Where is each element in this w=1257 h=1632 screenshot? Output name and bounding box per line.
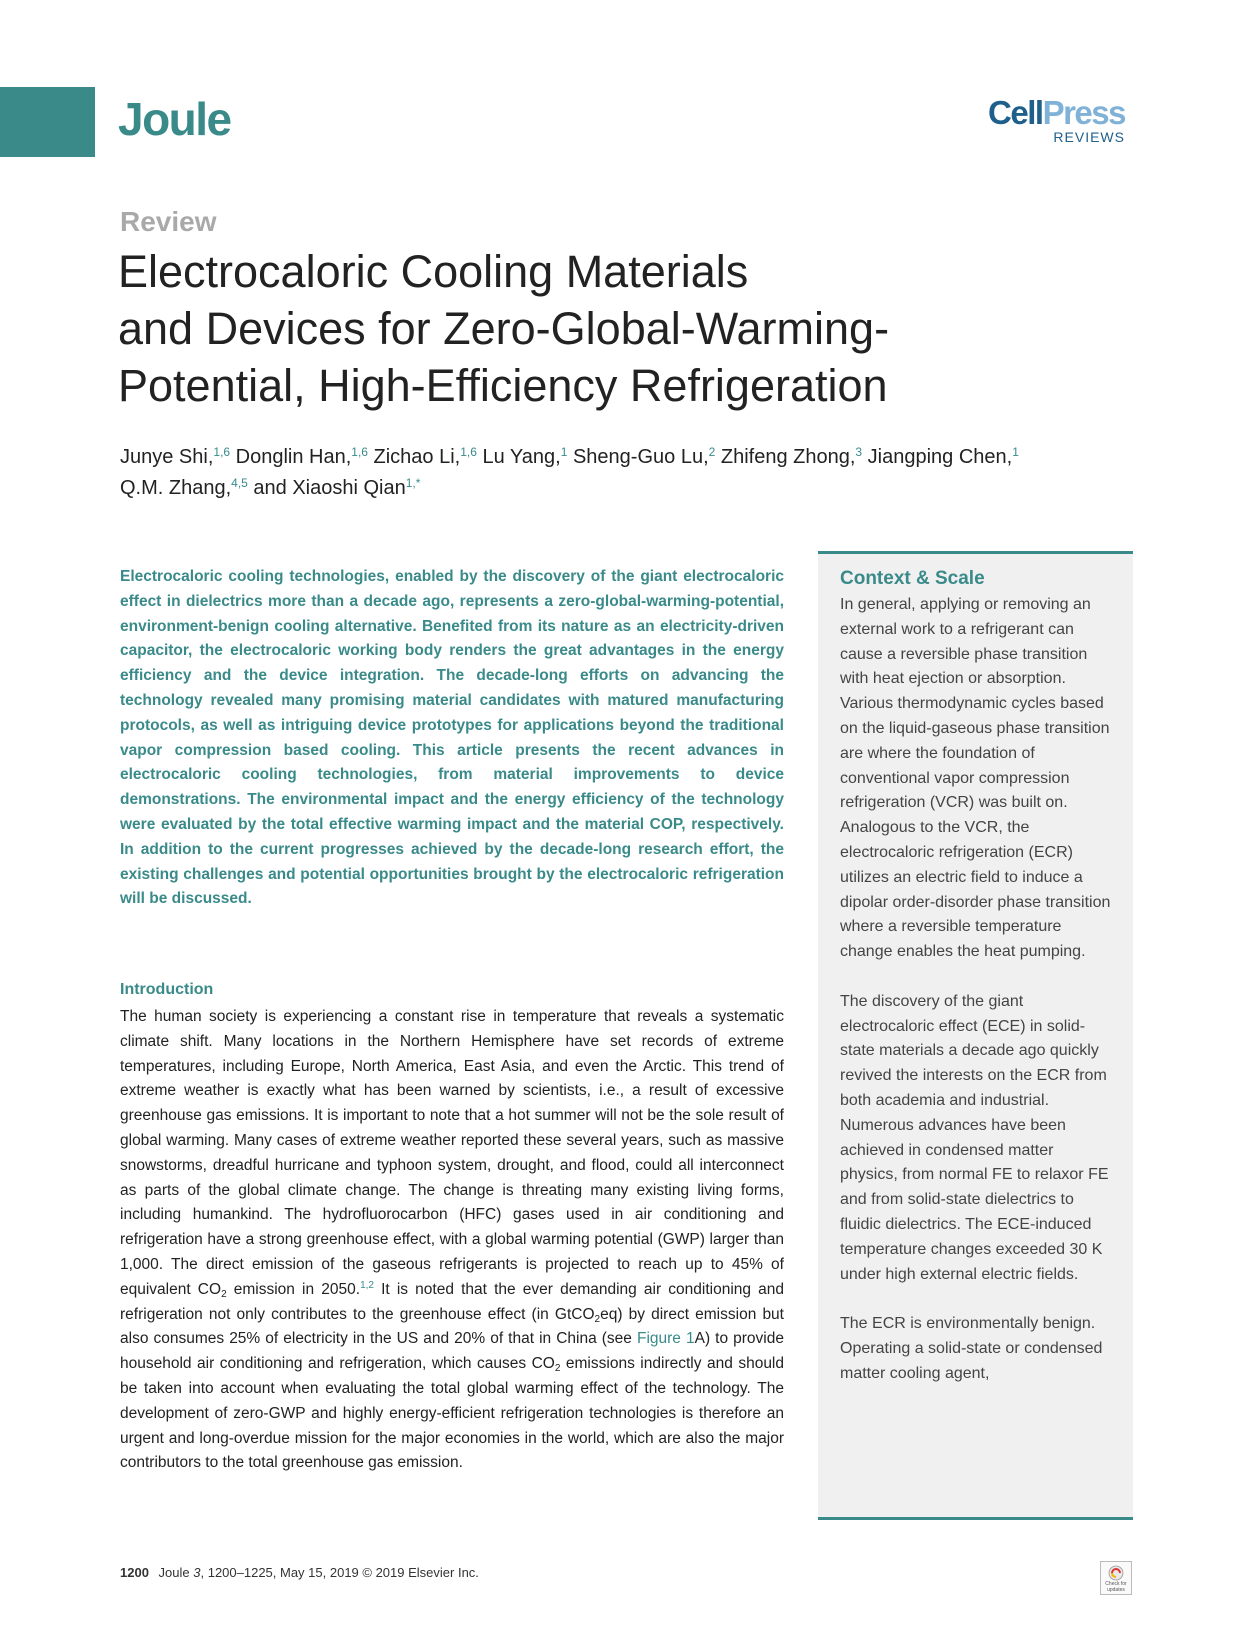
- article-type: Review: [120, 206, 217, 237]
- title-line: Potential, High-Efficiency Refrigeration: [118, 360, 888, 411]
- author-name[interactable]: Donglin Han,: [235, 446, 352, 468]
- footer-citation: , 1200–1225, May 15, 2019 © 2019 Elsevier Inc.: [200, 1565, 479, 1580]
- author-name[interactable]: Junye Shi,: [120, 446, 214, 468]
- author-name[interactable]: and Xiaoshi Qian: [253, 477, 406, 499]
- subscript: 2: [594, 1313, 601, 1325]
- introduction-body: [120, 1005, 784, 1476]
- affiliation-ref[interactable]: 1: [1012, 445, 1019, 459]
- intro-text: The human society is experiencing a constant rise in temperature that reveals a systematic climate shift. Many locations in the Northern Hemisphere have set records of extreme temperatures, including Europe, North America, East Asia, and even the Arctic. This trend of extreme weather is exactly what has been warned by scientists, i.e., a result of excessive greenhouse gas emissions. It is important to note that a hot summer will not be the sole result of global warming. Many cases of extreme weather reported these several years, such as massive snowstorms, dreadful hurricane and typhoon system, drought, and flood, could all interconnect as parts of the global climate change. The change is threating many existing living forms, including humankind. The hydrofluorocarbon (HFC) gases used in air conditioning and refrigeration have a strong greenhouse effect, with a global warming potential (GWP) larger than 1,000. The direct emission of the gaseous refrigerants is projected to reach up to 45% of equivalent CO: [120, 1008, 784, 1298]
- affiliation-ref[interactable]: 1,*: [405, 476, 421, 490]
- check-for-updates-badge[interactable]: [1100, 1561, 1132, 1595]
- intro-text: emissions indirectly and should be taken into account when evaluating the total global warming effect of the technology. The development of zero-GWP and highly energy-efficient refrigeration technologies is therefore an urgent and long-overdue mission for the major economies in the world, which are also the major contributors to the total greenhouse gas emission.: [120, 1355, 784, 1472]
- title-line: and Devices for Zero-Global-Warming-: [118, 303, 890, 354]
- context-paragraph: In general, applying or removing an external work to a refrigerant can cause a reversible phase transition with heat ejection or absorption. Various thermodynamic cycles based on the liquid-gaseous phase transition are where the foundation of conventional vapor compression refrigeration (VCR) was built on. Analogous to the VCR, the electrocaloric refrigeration (ECR) utilizes an electric field to induce a dipolar order-disorder phase transition where a reversible temperature change enables the heat pumping.: [840, 596, 1111, 961]
- intro-text: It is noted that the ever demanding air conditioning and refrigeration not only contributes to the greenhouse effect (in GtCO: [120, 1280, 784, 1323]
- author-name[interactable]: Q.M. Zhang,: [120, 477, 232, 499]
- introduction-heading: Introduction: [120, 981, 214, 998]
- context-scale-box: [818, 551, 1133, 1520]
- intro-text: emission in 2050.: [226, 1280, 361, 1298]
- subscript: 2: [221, 1288, 227, 1300]
- affiliation-ref[interactable]: 1: [560, 445, 568, 459]
- affiliation-ref[interactable]: 3: [855, 445, 863, 459]
- author-name[interactable]: Zhifeng Zhong,: [720, 446, 856, 468]
- affiliation-ref[interactable]: 1,6: [213, 445, 231, 459]
- context-paragraph: The discovery of the giant electrocaloric effect (ECE) in solid-state materials a decade ago quickly revived the interests on the ECR from both academia and industrial. Numerous advances have been achieved in condensed matter physics, from normal FE to relaxor FE and from solid-state dielectrics to fluidic dielectrics. The ECE-induced temperature changes exceeded 30 K under high external electric fields.: [840, 992, 1109, 1283]
- affiliation-ref[interactable]: 2: [708, 445, 716, 459]
- affiliation-ref[interactable]: 1,6: [351, 445, 368, 459]
- subscript: 2: [554, 1363, 561, 1375]
- intro-text: A) to provide household air conditioning and refrigeration, which causes CO: [120, 1330, 784, 1373]
- check-updates-icon: [1108, 1565, 1124, 1581]
- author-list: [120, 442, 1130, 504]
- abstract: Electrocaloric cooling technologies, enabled by the discovery of the giant electrocaloric effect in dielectrics more than a decade ago, represents a zero-global-warming-potential, environment-benign cooling alternative. Benefited from its nature as an electricity-driven capacitor, the electrocaloric working body renders the great advantages in the energy efficiency and the device integration. The decade-long efforts on advancing the technology revealed many promising material candidates with matured manufacturing protocols, as well as intriguing device prototypes for applications beyond the traditional vapor compression based cooling. This article presents the recent advances in electrocaloric cooling technologies, from material improvements to device demonstrations. The environmental impact and the energy efficiency of the technology were evaluated by the total effective warming impact and the material COP, respectively. In addition to the current progresses achieved by the decade-long research effort, the existing challenges and potential opportunities brought by the electrocaloric refrigeration will be discussed.: [120, 568, 784, 908]
- figure-link[interactable]: Figure 1: [636, 1330, 695, 1348]
- context-paragraph: The ECR is environmentally benign. Operating a solid-state or condensed matter cooling agent,: [840, 1315, 1103, 1382]
- affiliation-ref[interactable]: 1,6: [460, 445, 477, 459]
- footer-journal: Joule: [158, 1565, 190, 1580]
- footer-volume: 3: [193, 1565, 201, 1580]
- page-number: 1200: [120, 1565, 149, 1580]
- intro-text: eq) by direct emission but also consumes 25% of electricity in the US and 20% of that in China (see: [120, 1305, 784, 1348]
- context-heading: Context & Scale: [840, 568, 985, 589]
- journal-color-block: [0, 87, 95, 157]
- author-name[interactable]: Zichao Li,: [373, 446, 461, 468]
- publisher-logo-cell: Cell: [988, 94, 1043, 131]
- title-line: Electrocaloric Cooling Materials: [118, 246, 749, 297]
- article-title: [118, 243, 1078, 414]
- publisher-logo-press: Press: [1042, 94, 1125, 131]
- citation-ref[interactable]: 1,2: [360, 1279, 374, 1291]
- journal-logo[interactable]: Joule: [118, 93, 231, 145]
- page-footer: [120, 1565, 479, 1580]
- author-name[interactable]: Lu Yang,: [482, 446, 561, 468]
- author-name[interactable]: Jiangping Chen,: [867, 446, 1013, 468]
- publisher-logo[interactable]: [988, 96, 1125, 145]
- check-updates-label: Check for updates: [1105, 1581, 1127, 1593]
- affiliation-ref[interactable]: 4,5: [231, 476, 248, 490]
- author-name[interactable]: Sheng-Guo Lu,: [572, 446, 709, 468]
- publisher-logo-subtitle: REVIEWS: [1053, 129, 1125, 145]
